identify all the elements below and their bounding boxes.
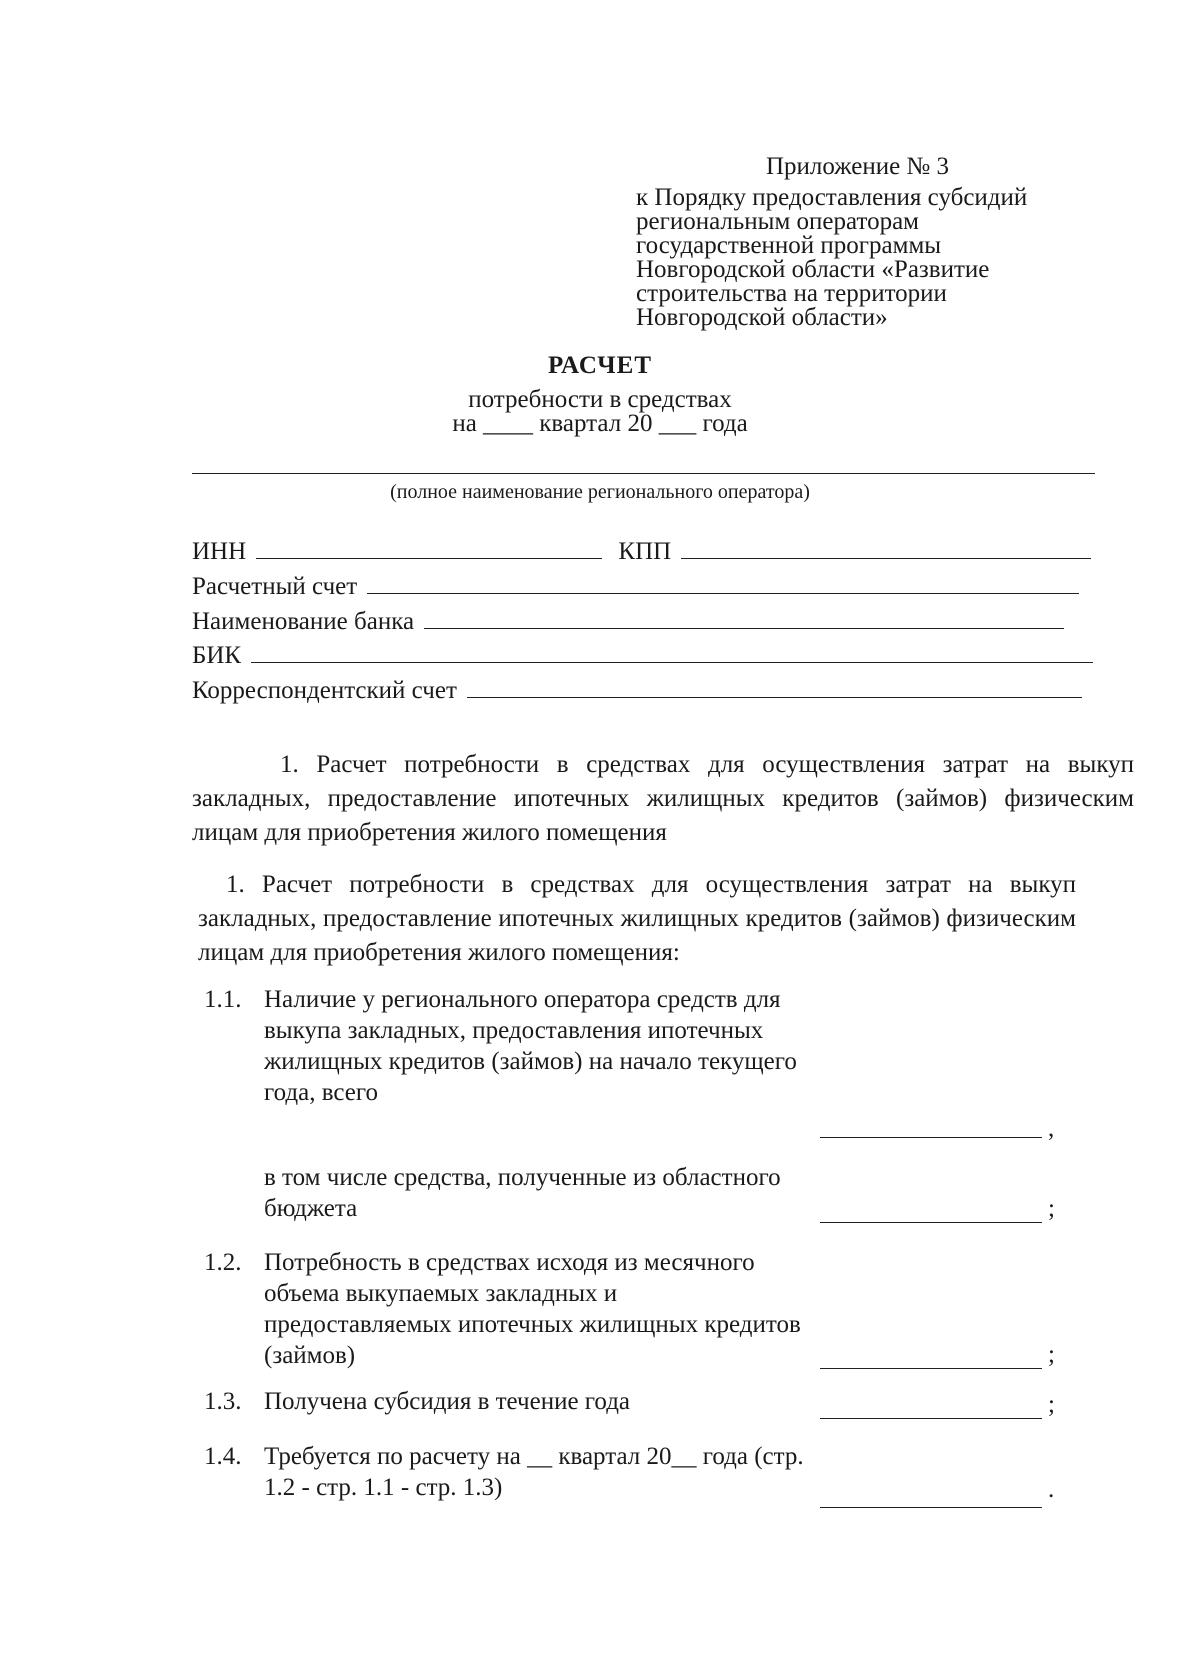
section-paragraph: 1. Расчет потребности в средствах для осуществления затрат на выкуп закладных, предоставление ипотечных жилищных кредитов (займов) физическим лицам для приобретения жилого помещения: [192, 751, 1134, 846]
item-punctuation: ;: [1048, 1391, 1055, 1418]
section-paragraph-repeat: 1. Расчет потребности в средствах для осуществления затрат на выкуп закладных, предоставление ипотечных жилищных кредитов (займов) физическим лицам для приобретения жилого помещения:: [198, 871, 1076, 966]
corr-account-row: [192, 675, 1082, 705]
account-row: [192, 571, 1079, 601]
document-subtitle: потребности в средствах: [468, 386, 732, 413]
item-number: 1.3.: [204, 1388, 242, 1415]
item-1-4-answer-field[interactable]: [820, 1507, 1042, 1508]
item-number: 1.4.: [204, 1443, 242, 1470]
bik-label: БИК: [192, 642, 242, 669]
corr-account-field[interactable]: [467, 675, 1082, 698]
bank-field[interactable]: [424, 606, 1064, 629]
item-1-3-answer-field[interactable]: [820, 1418, 1042, 1419]
item-text: в том числе средства, полученные из областного бюджета: [264, 1164, 781, 1222]
account-label: Расчетный счет: [192, 573, 358, 600]
operator-name-caption: (полное наименование регионального оператора): [390, 481, 810, 503]
item-text: Получена субсидия в течение года: [264, 1388, 631, 1415]
appendix-line: к Порядку предоставления субсидий: [636, 184, 1028, 211]
item-text: Требуется по расчету на __ квартал 20__ года (стр. 1.2 - стр. 1.1 - стр. 1.3): [264, 1443, 804, 1501]
item-punctuation: ,: [1048, 1115, 1055, 1142]
item-number: 1.1.: [204, 986, 242, 1013]
item-1-1-budget-answer-field[interactable]: [820, 1222, 1042, 1223]
operator-name-field[interactable]: [192, 473, 1095, 474]
appendix-title: Приложение № 3: [766, 153, 950, 180]
item-1-2-answer-field[interactable]: [820, 1368, 1042, 1369]
bik-field[interactable]: [251, 640, 1093, 663]
inn-kpp-row: [192, 536, 1091, 566]
bank-label: Наименование банка: [192, 608, 415, 635]
appendix-line: строительства на территории: [636, 280, 947, 307]
item-text: Потребность в средствах исходя из месячного объема выкупаемых закладных и предоставляемых ипотечных жилищных кредитов (займов): [264, 1249, 801, 1369]
account-field[interactable]: [367, 571, 1079, 594]
bank-row: [192, 606, 1064, 636]
appendix-line: региональным операторам: [636, 208, 919, 235]
appendix-block: [636, 152, 1056, 330]
bik-row: [192, 640, 1093, 670]
inn-field[interactable]: [256, 536, 602, 559]
document-title: РАСЧЕТ: [547, 352, 652, 379]
corr-account-label: Корреспондентский счет: [192, 677, 457, 704]
item-1-1-answer-field[interactable]: [820, 1137, 1042, 1138]
appendix-line: государственной программы: [636, 232, 942, 259]
item-punctuation: ;: [1048, 1341, 1055, 1368]
inn-label: ИНН: [192, 538, 247, 565]
item-punctuation: .: [1048, 1476, 1055, 1503]
item-number: 1.2.: [204, 1249, 242, 1276]
kpp-field[interactable]: [681, 536, 1091, 559]
kpp-label: КПП: [618, 538, 672, 565]
item-punctuation: ;: [1048, 1195, 1055, 1222]
appendix-line: Новгородской области»: [636, 304, 888, 331]
document-period: на ____ квартал 20 ___ года: [452, 410, 748, 437]
appendix-line: Новгородской области «Развитие: [636, 256, 990, 283]
item-text: Наличие у регионального оператора средств для выкупа закладных, предоставления ипотечных жилищных кредитов (займов) на начало текущего года, всего: [264, 986, 797, 1106]
